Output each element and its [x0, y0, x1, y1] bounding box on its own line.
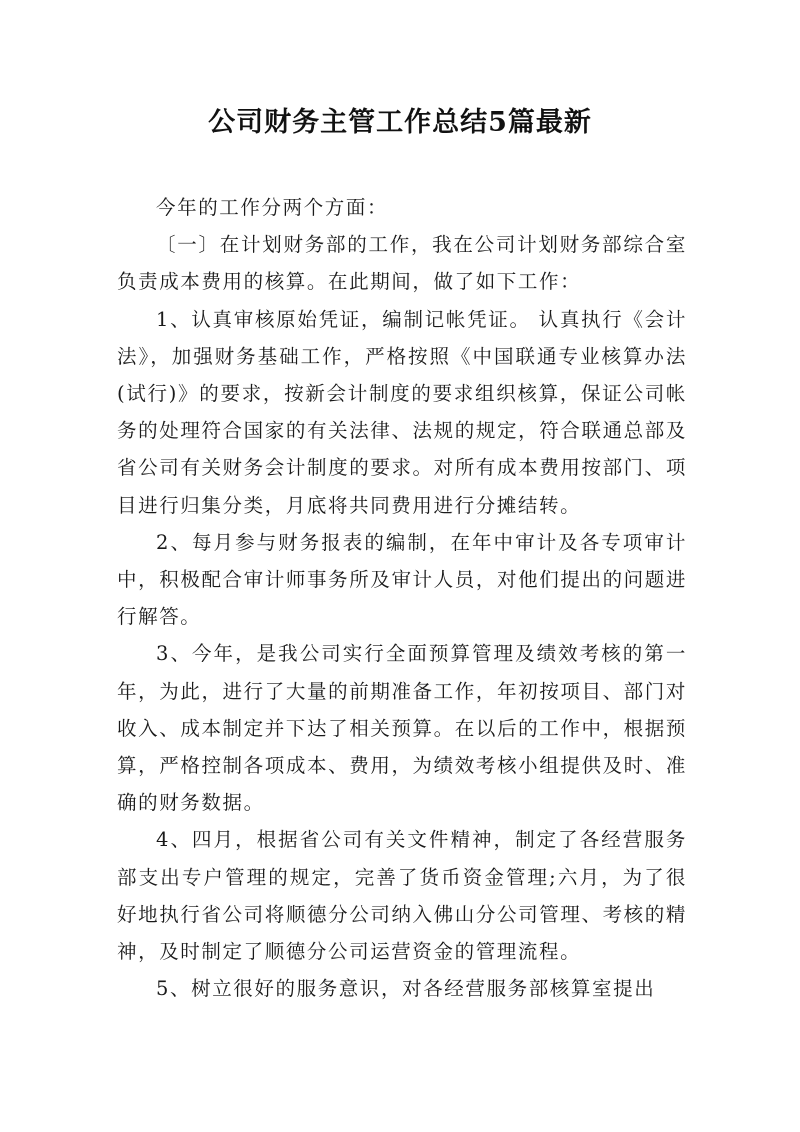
paragraph-item-3: 3、今年，是我公司实行全面预算管理及绩效考核的第一年，为此，进行了大量的前期准备工作，年初按项目、部门对收入、成本制定并下达了相关预算。在以后的工作中，根据预算，严格控制各项成本、费用，为绩效考核小组提供及时、准确的财务数据。: [117, 642, 687, 815]
paragraph-item-4: 4、四月，根据省公司有关文件精神，制定了各经营服务部支出专户管理的规定，完善了货币资金管理;六月，为了很好地执行省公司将顺德分公司纳入佛山分公司管理、考核的精神，及时制定了顺德分公司运营资金的管理流程。: [117, 828, 687, 964]
paragraph-item-5: 5、树立很好的服务意识，对各经营服务部核算室提出: [156, 977, 656, 1001]
paragraph-intro: 今年的工作分两个方面：: [156, 196, 389, 219]
paragraph-section-one: 〔一〕在计划财务部的工作，我在公司计划财务部综合室负责成本费用的核算。在此期间，做了如下工作：: [117, 233, 687, 294]
document-body: [117, 189, 687, 1007]
paragraph-item-2: 2、每月参与财务报表的编制，在年中审计及各专项审计中，积极配合审计师事务所及审计人员，对他们提出的问题进行解答。: [117, 530, 687, 629]
paragraph-item-1: 1、认真审核原始凭证，编制记帐凭证。 认真执行《会计法》，加强财务基础工作，严格按照《中国联通专业核算办法(试行)》的要求，按新会计制度的要求组织核算，保证公司帐务的处理符合国家的有关法律、法规的规定，符合联通总部及省公司有关财务会计制度的要求。对所有成本费用按部门、项目进行归集分类，月底将共同费用进行分摊结转。: [117, 307, 687, 517]
page-title: 公司财务主管工作总结5篇最新: [208, 107, 592, 138]
